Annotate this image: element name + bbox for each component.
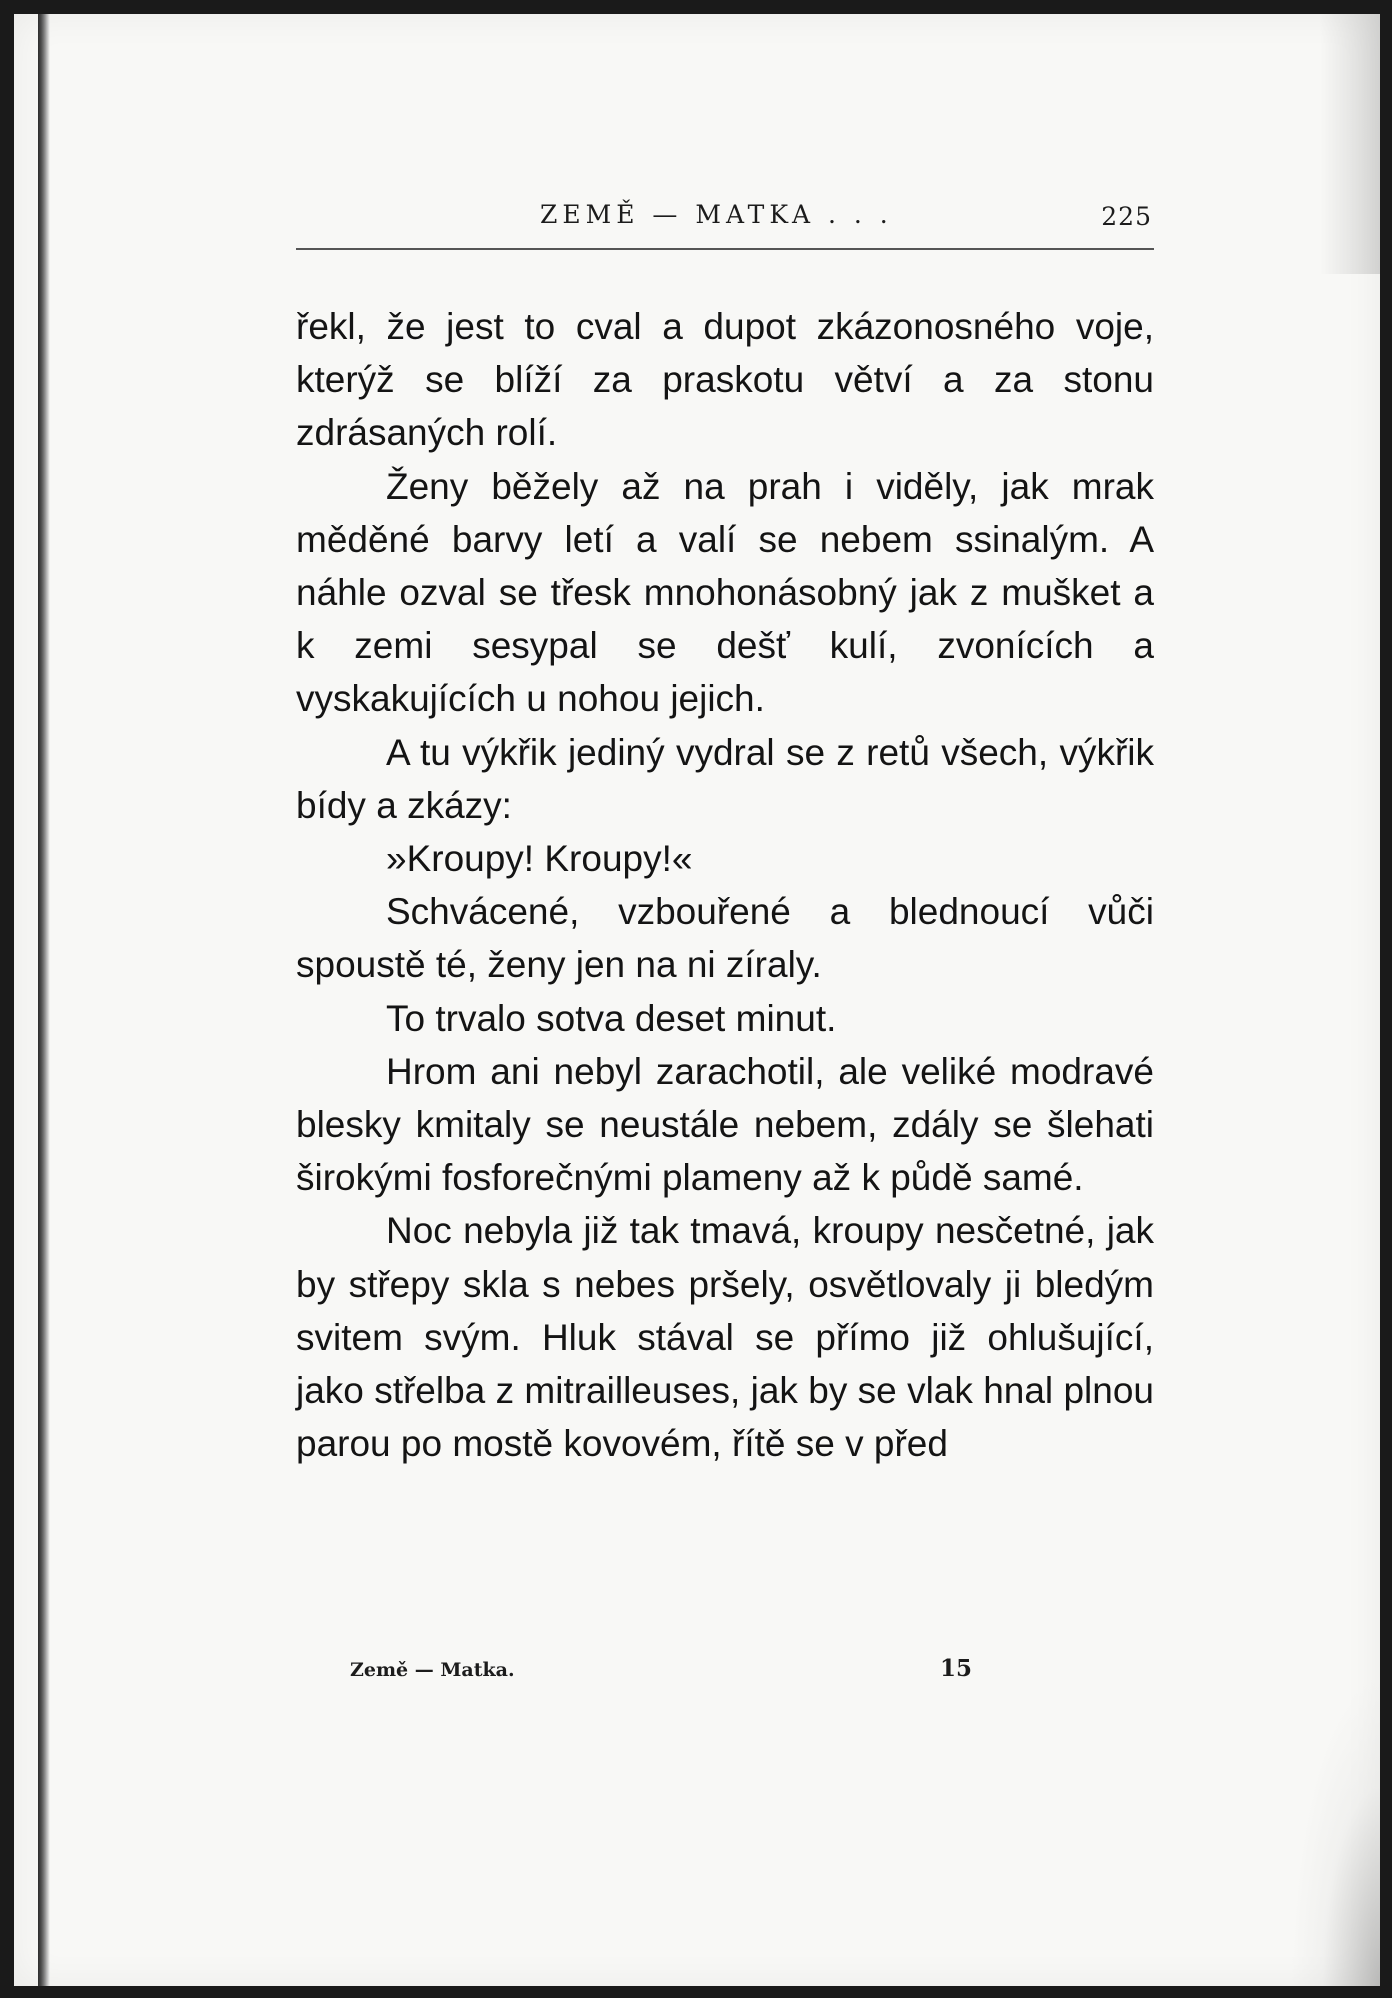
- paper-wear-top: [1320, 14, 1380, 274]
- paper-wear-corner: [1290, 1674, 1380, 1986]
- signature-line: [350, 1655, 1000, 1695]
- paragraph: Schvácené, vzbouřené a blednoucí vůči spoustě té, ženy jen na ni zíraly.: [296, 891, 1154, 986]
- running-header: [294, 200, 1152, 240]
- paragraph: Ženy běžely až na prah i viděly, jak mrak měděné barvy letí a valí se nebem ssinalým. A náhle ozval se třesk mnohonásobný jak z mušket a k zemi sesypal se dešť kulí, zvonících a vyskakujících u nohou jejich.: [296, 465, 1154, 720]
- signature-title: Země — Matka.: [350, 1659, 515, 1681]
- paragraph: Hrom ani nebyl zarachotil, ale veliké modravé blesky kmitaly se neustále nebem, zdály se šlehati širokými fosforečnými plameny až k půdě samé.: [296, 1050, 1154, 1199]
- paragraph: Noc nebyla již tak tmavá, kroupy nesčetné, jak by střepy skla s nebes pršely, osvětlovaly ji bledým svitem svým. Hluk stával se přímo již ohlušující, jako střelba z mitrailleuses, jak by se vlak hnal plnou parou po mostě kovovém, řítě se v před: [296, 1210, 1154, 1465]
- page-number: 225: [1101, 202, 1152, 231]
- header-rule: [296, 248, 1154, 250]
- signature-number: 15: [940, 1655, 973, 1682]
- paragraph: To trvalo sotva deset minut.: [386, 997, 837, 1039]
- binding-edge: [38, 14, 50, 1986]
- body-text: [296, 300, 1154, 1470]
- paragraph: A tu výkřik jediný vydral se z retů všech, výkřik bídy a zkázy:: [296, 731, 1154, 826]
- paragraph-exclamation: »Kroupy! Kroupy!«: [386, 838, 693, 880]
- paragraph: řekl, že jest to cval a dupot zkázonosného voje, kterýž se blíží za praskotu větví a za stonu zdrásaných rolí.: [296, 306, 1154, 454]
- running-title: ZEMĚ — MATKA . . .: [540, 200, 893, 229]
